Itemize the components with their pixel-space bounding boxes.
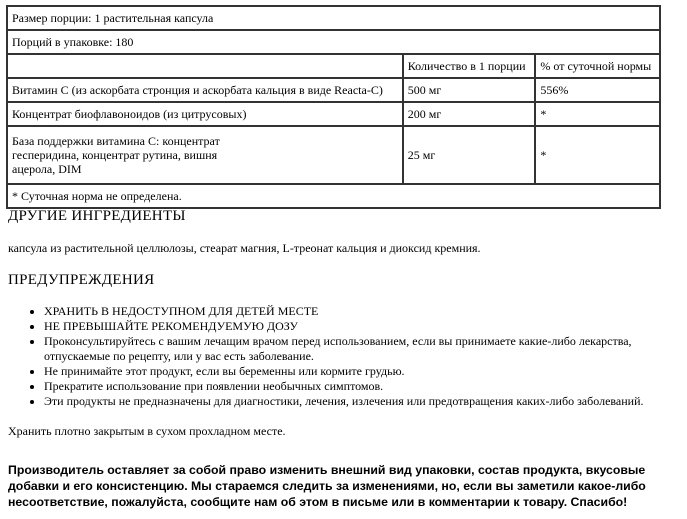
header-empty-cell (7, 54, 403, 78)
servings-per-container-row (7, 30, 660, 54)
ingredient-name: Концентрат биофлавоноидов (из цитрусовых) (7, 102, 403, 126)
serving-size-row (7, 6, 660, 30)
ingredient-name-line: гесперидина, концентрат рутина, вишня (12, 148, 218, 162)
ingredient-name-line: База поддержки витамина С: концентрат (12, 134, 220, 148)
ingredient-dv: * (535, 102, 660, 126)
list-item: • Проконсультируйтесь с вашим лечащим врачом перед использованием, если вы принимаете какие-либо лекарства, отпускаемые по рецепту, или у вас есть заболевание. (44, 334, 684, 364)
ingredient-amount: 25 мг (403, 126, 536, 184)
ingredient-dv: 556% (535, 78, 660, 102)
table-row (7, 102, 660, 126)
warnings-title: ПРЕДУПРЕЖДЕНИЯ (8, 272, 155, 288)
other-ingredients-text: капсула из растительной целлюлозы, стеарат магния, L-треонат кальция и диоксид кремния. (8, 241, 481, 255)
ingredient-amount: 500 мг (403, 78, 536, 102)
ingredient-name-line: ацерола, DIM (12, 162, 82, 176)
disclaimer-text: Производитель оставляет за собой право изменить внешний вид упаковки, состав продукта, вкусовые добавки и его консистенцию. Мы стараемся следить за изменениями, но, если вы заметили какое-либо несоответствие, пожалуйста, сообщите нам об этом в письме или в комментарии к товару. Спасибо! (8, 463, 646, 509)
servings-per-container: Порций в упаковке: 180 (7, 30, 660, 54)
table-header-row (7, 54, 660, 78)
list-item: • Прекратите использование при появлении необычных симптомов. (44, 379, 684, 394)
ingredient-name: Витамин С (из аскорбата стронция и аскорбата кальция в виде Reacta-C) (7, 78, 403, 102)
footnote: * Суточная норма не определена. (7, 184, 660, 208)
header-amount: Количество в 1 порции (403, 54, 536, 78)
ingredient-name (7, 126, 403, 184)
list-item: • ХРАНИТЬ В НЕДОСТУПНОМ ДЛЯ ДЕТЕЙ МЕСТЕ (44, 304, 684, 319)
footnote-row (7, 184, 660, 208)
header-daily-value: % от суточной нормы (535, 54, 660, 78)
serving-size: Размер порции: 1 растительная капсула (7, 6, 660, 30)
supplement-facts-table (6, 5, 661, 209)
list-item: • Не принимайте этот продукт, если вы беременны или кормите грудью. (44, 364, 684, 379)
list-item: • НЕ ПРЕВЫШАЙТЕ РЕКОМЕНДУЕМУЮ ДОЗУ (44, 319, 684, 334)
list-item: • Эти продукты не предназначены для диагностики, лечения, излечения или предотвращения каких-либо заболеваний. (44, 394, 684, 409)
warnings-list (0, 304, 684, 409)
ingredient-dv: * (535, 126, 660, 184)
ingredient-amount: 200 мг (403, 102, 536, 126)
storage-text: Хранить плотно закрытым в сухом прохладном месте. (8, 424, 286, 438)
table-row (7, 78, 660, 102)
other-ingredients-title: ДРУГИЕ ИНГРЕДИЕНТЫ (8, 208, 186, 224)
table-row (7, 126, 660, 184)
